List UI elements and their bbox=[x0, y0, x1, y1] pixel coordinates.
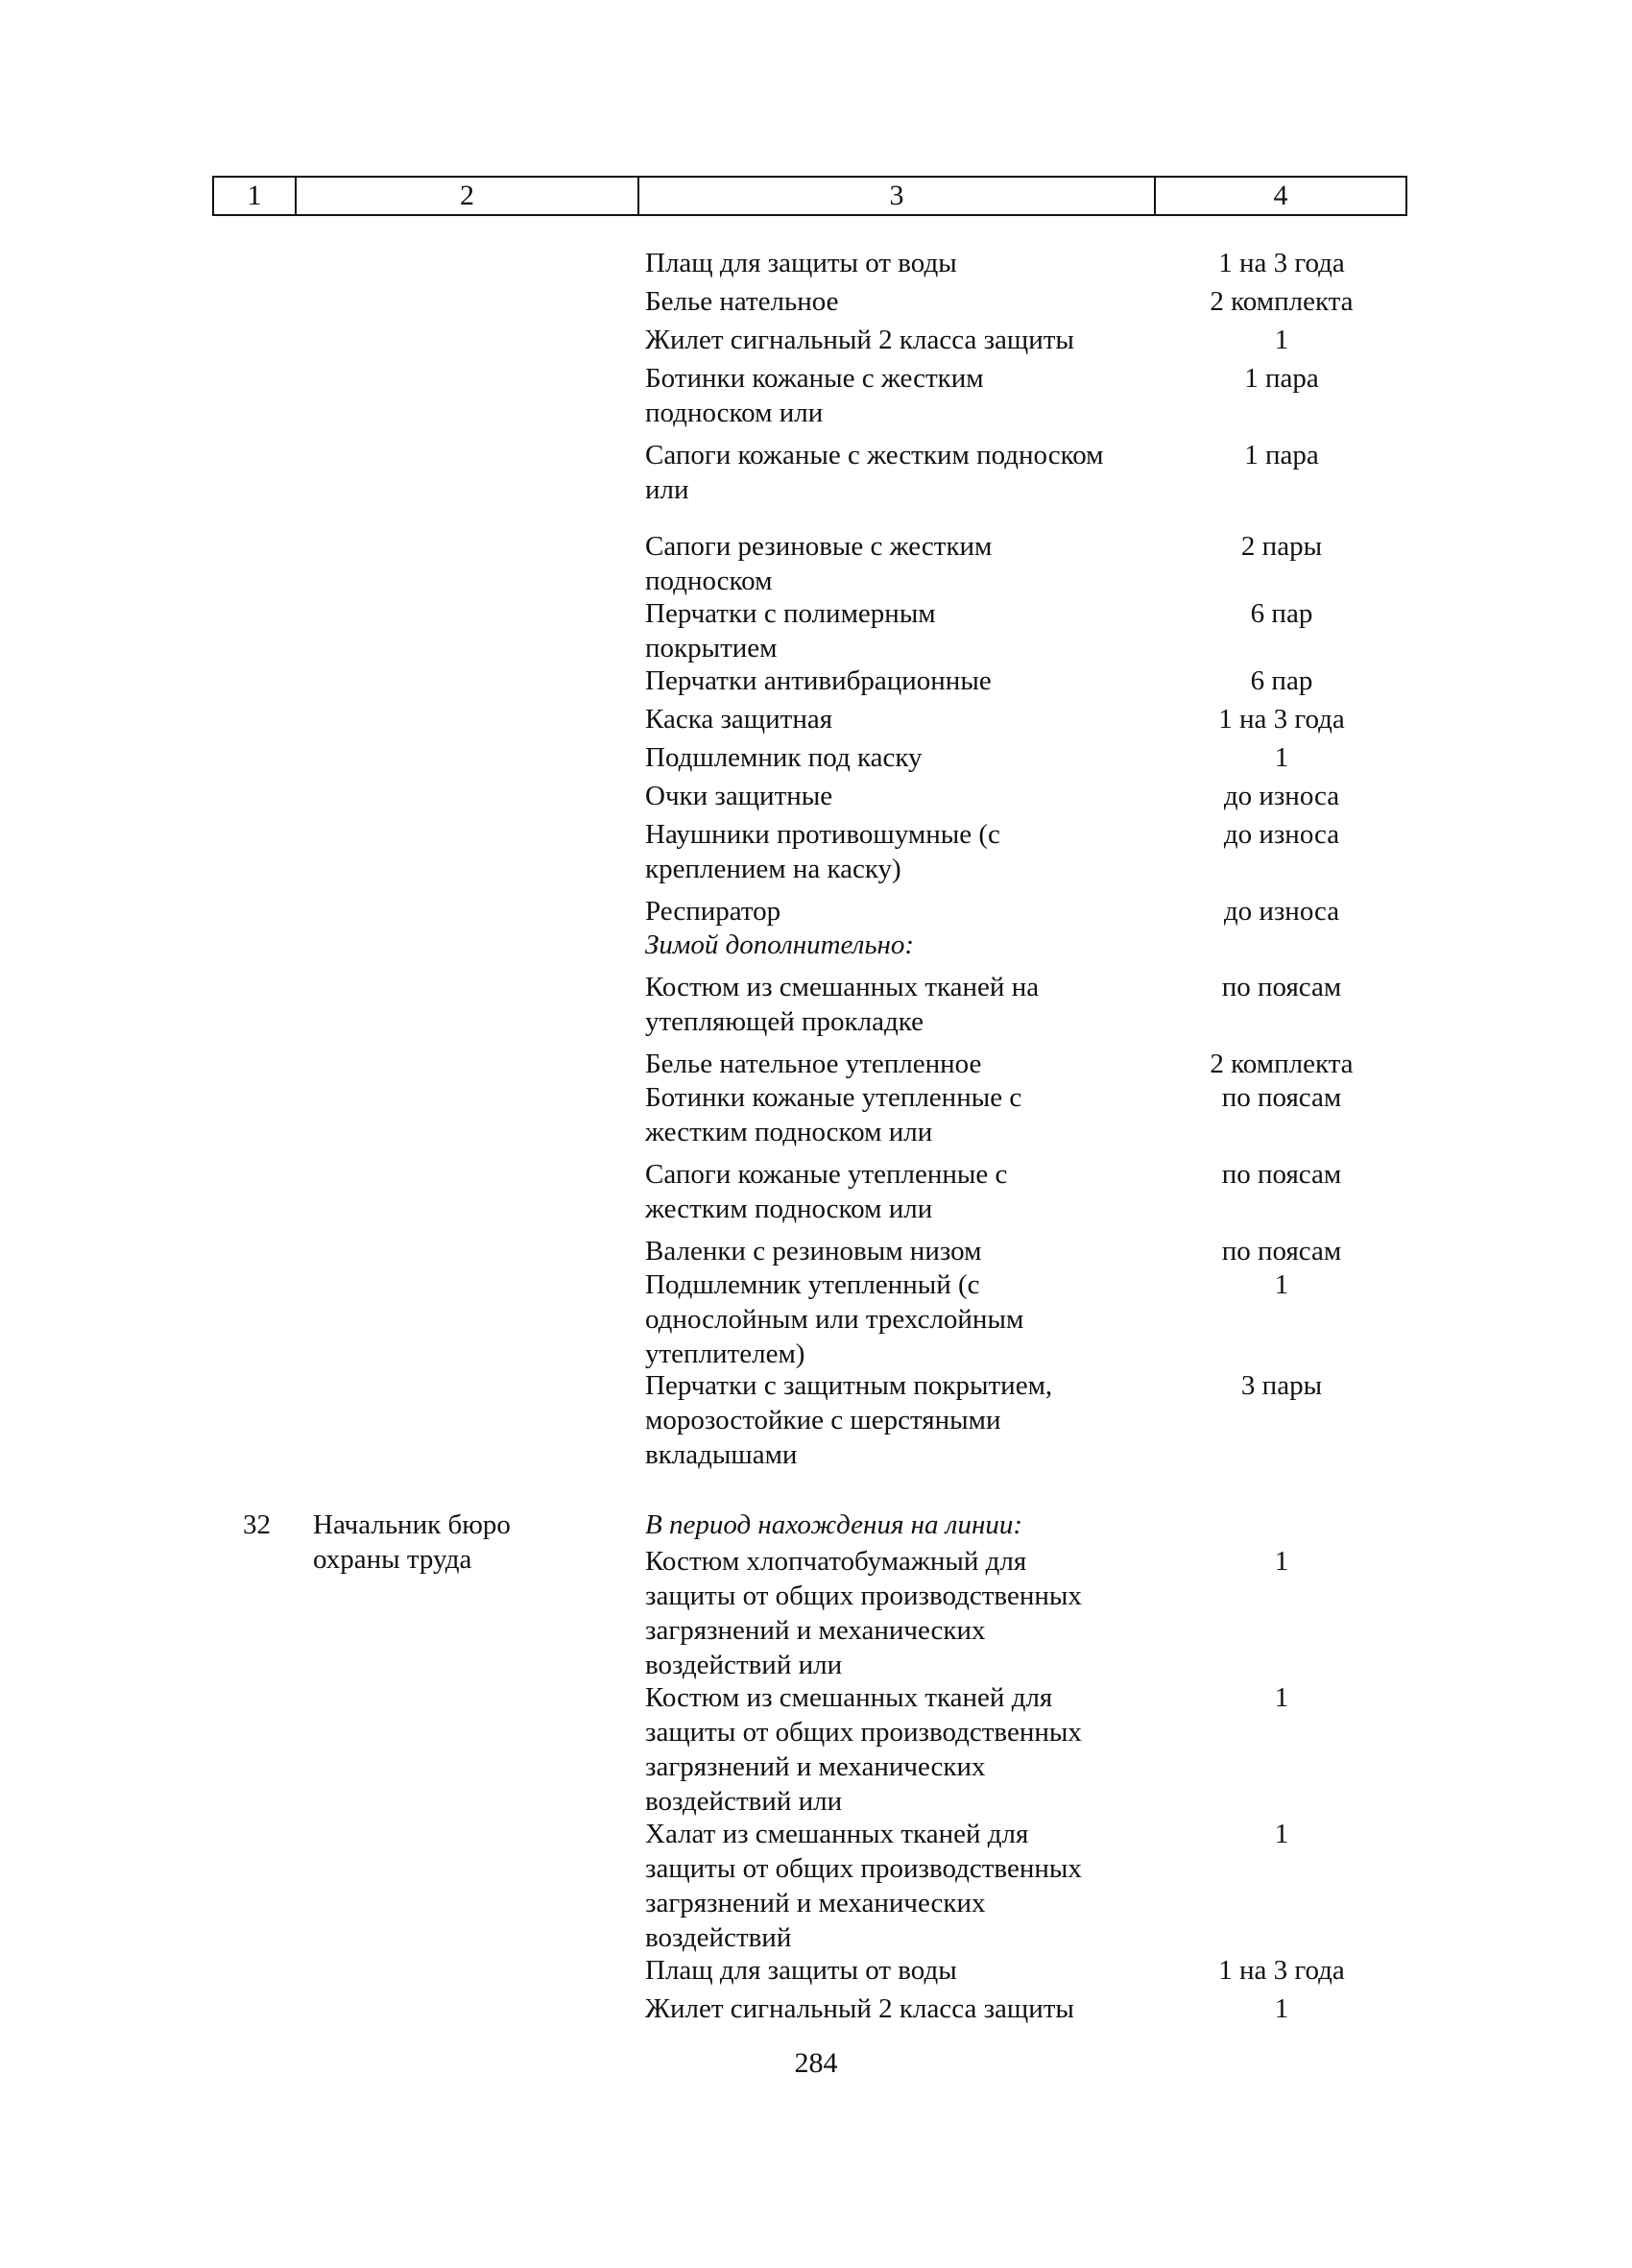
item-name-line: Ботинки кожаные утепленные с bbox=[645, 1082, 1022, 1113]
item-name-line: Сапоги кожаные с жестким подноском bbox=[645, 440, 1104, 470]
item-name-line: подноском bbox=[645, 566, 773, 596]
winter-heading: Зимой дополнительно: bbox=[645, 929, 915, 960]
item-name-line: Перчатки с защитным покрытием, bbox=[645, 1370, 1053, 1401]
row-number: 32 bbox=[243, 1509, 271, 1540]
item-name-line: защиты от общих производственных bbox=[645, 1853, 1082, 1884]
item-name-line: воздействий или bbox=[645, 1786, 843, 1817]
item-name-line: Белье нательное bbox=[645, 286, 839, 317]
page-number: 284 bbox=[794, 2047, 838, 2079]
item-name-line: Подшлемник под каску bbox=[645, 742, 923, 773]
item-quantity: до износа bbox=[1223, 819, 1340, 850]
item-name-line: Халат из смешанных тканей для bbox=[645, 1819, 1029, 1849]
item-name-line: Сапоги кожаные утепленные с bbox=[645, 1159, 1008, 1190]
position-title-line: Начальник бюро bbox=[313, 1509, 511, 1540]
item-name-line: Жилет сигнальный 2 класса защиты bbox=[645, 325, 1074, 355]
item-quantity: 2 комплекта bbox=[1210, 286, 1354, 317]
item-quantity: 1 bbox=[1274, 1546, 1289, 1577]
header-col-4: 4 bbox=[1273, 180, 1288, 211]
item-name-line: подноском или bbox=[645, 398, 824, 428]
item-name-line: воздействий или bbox=[645, 1650, 843, 1680]
item-quantity: по поясам bbox=[1221, 1236, 1342, 1267]
item-quantity: 1 на 3 года bbox=[1218, 1955, 1345, 1986]
item-name-line: Респиратор bbox=[645, 896, 781, 927]
item-name-line: Костюм из смешанных тканей на bbox=[645, 972, 1040, 1002]
item-quantity: 1 bbox=[1274, 1269, 1289, 1300]
item-quantity: по поясам bbox=[1221, 1159, 1342, 1190]
item-name-line: вкладышами bbox=[645, 1439, 798, 1470]
item-quantity: 1 пара bbox=[1244, 440, 1319, 470]
item-name-line: Валенки с резиновым низом bbox=[645, 1236, 982, 1267]
position-title-line: охраны труда bbox=[313, 1544, 472, 1575]
header-col-3: 3 bbox=[639, 178, 1156, 214]
item-name-line: Плащ для защиты от воды bbox=[645, 248, 957, 278]
item-name-line: покрытием bbox=[645, 633, 778, 664]
item-quantity: 1 bbox=[1274, 742, 1289, 773]
item-quantity: до износа bbox=[1223, 781, 1340, 811]
item-name-line: утеплителем) bbox=[645, 1339, 805, 1369]
item-quantity: 1 bbox=[1274, 1993, 1289, 2024]
item-name-line: загрязнений и механических bbox=[645, 1888, 986, 1918]
item-quantity: 2 пары bbox=[1240, 531, 1323, 562]
item-name-line: Очки защитные bbox=[645, 781, 833, 811]
item-quantity: 1 bbox=[1274, 1819, 1289, 1849]
item-quantity: 1 bbox=[1274, 325, 1289, 355]
item-name-line: Ботинки кожаные с жестким bbox=[645, 363, 984, 394]
item-name-line: Сапоги резиновые с жестким bbox=[645, 531, 993, 562]
item-name-line: жестким подноском или bbox=[645, 1194, 933, 1224]
item-quantity: 6 пар bbox=[1250, 665, 1313, 696]
item-quantity: 1 на 3 года bbox=[1218, 248, 1345, 278]
item-name-line: Перчатки антивибрационные bbox=[645, 665, 992, 696]
item-name-line: морозостойкие с шерстяными bbox=[645, 1405, 1001, 1436]
item-name-line: воздействий bbox=[645, 1922, 792, 1953]
item-name-line: Плащ для защиты от воды bbox=[645, 1955, 957, 1986]
item-quantity: по поясам bbox=[1221, 972, 1342, 1002]
period-heading: В период нахождения на линии: bbox=[645, 1509, 1023, 1540]
item-name-line: Костюм из смешанных тканей для bbox=[645, 1682, 1053, 1713]
item-name-line: загрязнений и механических bbox=[645, 1751, 986, 1782]
item-name-line: Белье нательное утепленное bbox=[645, 1049, 982, 1079]
item-name-line: Жилет сигнальный 2 класса защиты bbox=[645, 1993, 1074, 2024]
item-name-line: Каска защитная bbox=[645, 704, 833, 735]
item-name-line: Наушники противошумные (с bbox=[645, 819, 1000, 850]
item-quantity: 6 пар bbox=[1250, 598, 1313, 629]
item-name-line: защиты от общих производственных bbox=[645, 1580, 1082, 1611]
item-name-line: Перчатки с полимерным bbox=[645, 598, 936, 629]
item-name-line: защиты от общих производственных bbox=[645, 1717, 1082, 1748]
item-name-line: Подшлемник утепленный (с bbox=[645, 1269, 980, 1300]
header-col-2: 2 bbox=[297, 178, 639, 214]
item-name-line: жестким подноском или bbox=[645, 1117, 933, 1147]
item-quantity: 1 на 3 года bbox=[1218, 704, 1345, 735]
item-quantity: 2 комплекта bbox=[1210, 1049, 1354, 1079]
item-name-line: загрязнений и механических bbox=[645, 1615, 986, 1646]
item-quantity: 1 пара bbox=[1244, 363, 1319, 394]
header-col-1: 1 bbox=[214, 178, 297, 214]
item-name-line: или bbox=[645, 474, 689, 505]
item-name-line: утепляющей прокладке bbox=[645, 1006, 924, 1037]
item-quantity: 3 пары bbox=[1240, 1370, 1323, 1401]
item-name-line: однослойным или трехслойным bbox=[645, 1304, 1024, 1335]
item-name-line: креплением на каску) bbox=[645, 854, 901, 884]
item-quantity: по поясам bbox=[1221, 1082, 1342, 1113]
item-quantity: до износа bbox=[1223, 896, 1340, 927]
item-name-line: Костюм хлопчатобумажный для bbox=[645, 1546, 1027, 1577]
item-quantity: 1 bbox=[1274, 1682, 1289, 1713]
column-number-header bbox=[212, 176, 1407, 216]
